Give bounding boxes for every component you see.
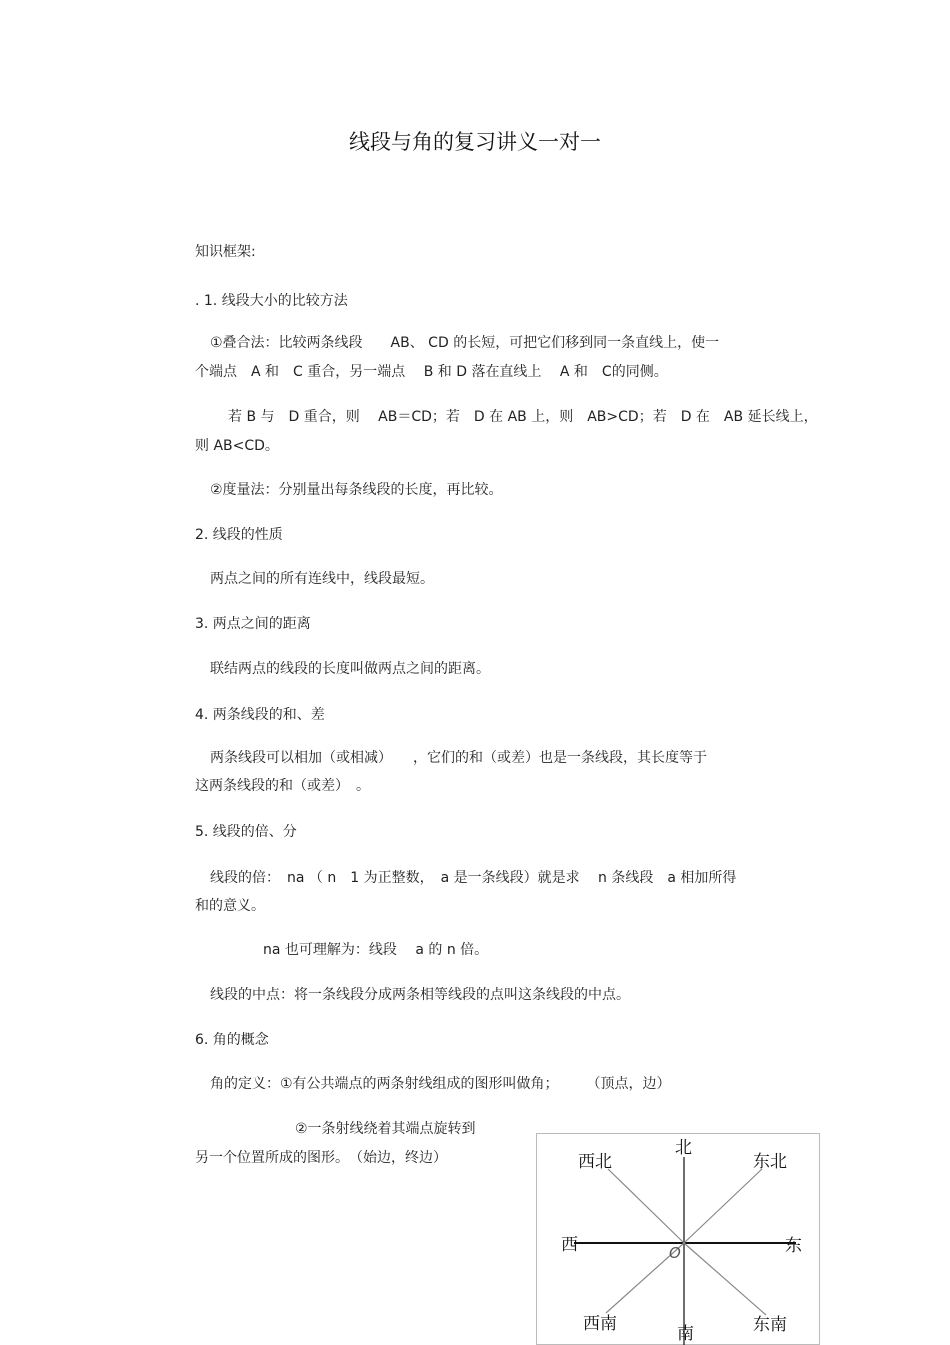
section-6-heading: 6. 角的概念 — [195, 1032, 269, 1048]
west-label: 西 — [561, 1235, 578, 1255]
section-5-line2: 和的意义。 — [195, 898, 265, 914]
section-4-line2: 这两条线段的和（或差） 。 — [195, 778, 370, 794]
section-2-body: 两点之间的所有连线中，线段最短。 — [210, 571, 434, 587]
section-4-heading: 4. 两条线段的和、差 — [195, 707, 325, 723]
section-3-body: 联结两点的线段的长度叫做两点之间的距离。 — [210, 661, 490, 677]
section-5-line1: 线段的倍： na （ n 1 为正整数， a 是一条线段）就是求 n 条线段 a 相加所得 — [210, 870, 737, 886]
section-1-compare-line2: 则 AB<CD。 — [195, 438, 279, 454]
northwest-ray — [608, 1169, 684, 1243]
southwest-label: 西南 — [583, 1314, 617, 1334]
section-5-heading: 5. 线段的倍、分 — [195, 824, 297, 840]
north-label: 北 — [675, 1138, 692, 1158]
section-5-midpoint: 线段的中点：将一条线段分成两条相等线段的点叫这条线段的中点。 — [210, 987, 630, 1003]
northwest-label: 西北 — [578, 1152, 612, 1172]
section-5-line3: na 也可理解为：线段 a 的 n 倍。 — [263, 942, 489, 958]
southeast-ray — [684, 1243, 766, 1315]
compass-diagram — [536, 1133, 820, 1345]
section-2-heading: 2. 线段的性质 — [195, 527, 283, 543]
section-1-overlap-line2: 个端点 A 和 C 重合，另一端点 B 和 D 落在直线上 A 和 C的同侧。 — [195, 364, 668, 380]
section-1-measure: ②度量法：分别量出每条线段的长度，再比较。 — [210, 482, 503, 498]
section-1-compare-line1: 若 B 与 D 重合，则 AB＝CD；若 D 在 AB 上，则 AB>CD；若 D 在 AB 延长线上， — [228, 409, 818, 425]
section-1-overlap-line1: ①叠合法：比较两条线段 AB、 CD 的长短，可把它们移到同一条直线上，使一 — [210, 335, 720, 351]
southeast-label: 东南 — [753, 1315, 787, 1335]
section-6-def1: 角的定义：①有公共端点的两条射线组成的图形叫做角； （顶点，边） — [210, 1076, 671, 1092]
east-label: 东 — [785, 1236, 802, 1256]
section-6-def2-line1: ②一条射线绕着其端点旋转到 — [295, 1121, 476, 1137]
section-3-heading: 3. 两点之间的距离 — [195, 616, 311, 632]
section-6-def2-line2: 另一个位置所成的图形。 （始边，终边） — [195, 1150, 447, 1166]
page-title: 线段与角的复习讲义一对一 — [349, 130, 601, 154]
framework-heading: 知识框架: — [195, 244, 256, 260]
section-1-heading: . 1. 线段大小的比较方法 — [195, 293, 348, 309]
origin-label: O — [669, 1244, 681, 1262]
northeast-label: 东北 — [753, 1152, 787, 1172]
section-4-line1: 两条线段可以相加（或相减） ，它们的和（或差）也是一条线段，其长度等于 — [210, 750, 707, 766]
south-label: 南 — [677, 1324, 694, 1344]
northeast-ray — [684, 1169, 762, 1243]
